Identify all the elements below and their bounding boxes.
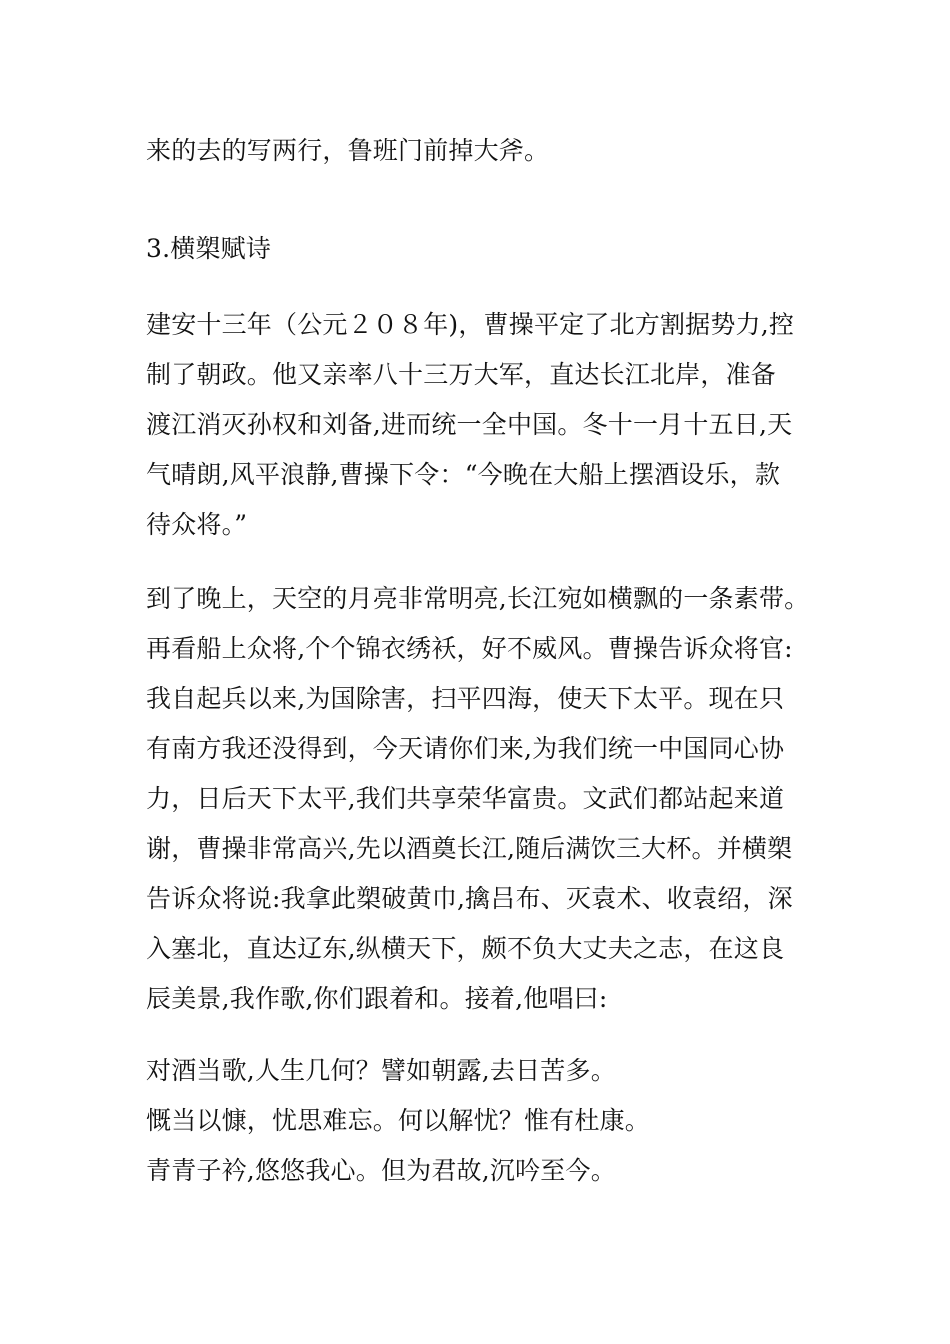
paragraph-line: 谢，曹操非常高兴,先以酒奠长江,随后满饮三大杯。并横槊 xyxy=(146,834,793,863)
paragraph-line: 告诉众将说:我拿此槊破黄巾,擒吕布、灭袁术、收袁绍，深 xyxy=(146,884,793,913)
paragraph-line: 有南方我还没得到，今天请你们来,为我们统一中国同心协 xyxy=(146,734,785,763)
paragraph-line: 渡江消灭孙权和刘备,进而统一全中国。冬十一月十五日,天 xyxy=(146,410,793,439)
section-heading: 3.横槊赋诗 xyxy=(146,234,272,263)
paragraph-line: 到了晚上，天空的月亮非常明亮,长江宛如横飘的一条素带。 xyxy=(146,584,810,613)
poem-line: 青青子衿,悠悠我心。但为君故,沉吟至今。 xyxy=(146,1156,616,1185)
poem-line: 慨当以慷，忧思难忘。何以解忧？惟有杜康。 xyxy=(146,1106,651,1135)
poem-line: 对酒当歌,人生几何？譬如朝露,去日苦多。 xyxy=(146,1056,616,1085)
paragraph-line: 建安十三年（公元２０８年)，曹操平定了北方割据势力,控 xyxy=(146,310,795,339)
paragraph-line: 我自起兵以来,为国除害，扫平四海，使天下太平。现在只 xyxy=(146,684,785,713)
intro-line: 来的去的写两行，鲁班门前掉大斧。 xyxy=(146,136,550,165)
paragraph-line: 入塞北，直达辽东,纵横天下，颇不负大丈夫之志，在这良 xyxy=(146,934,785,963)
paragraph-line: 气晴朗,风平浪静,曹操下令：“今晚在大船上摆酒设乐，款 xyxy=(146,460,781,489)
paragraph-line: 再看船上众将,个个锦衣绣袄，好不威风。曹操告诉众将官: xyxy=(146,634,793,663)
paragraph-line: 力，日后天下太平,我们共享荣华富贵。文武们都站起来道 xyxy=(146,784,785,813)
paragraph-line: 制了朝政。他又亲率八十三万大军，直达长江北岸，准备 xyxy=(146,360,777,389)
paragraph-line: 待众将。” xyxy=(146,510,248,539)
paragraph-line: 辰美景,我作歌,你们跟着和。接着,他唱曰: xyxy=(146,984,608,1013)
